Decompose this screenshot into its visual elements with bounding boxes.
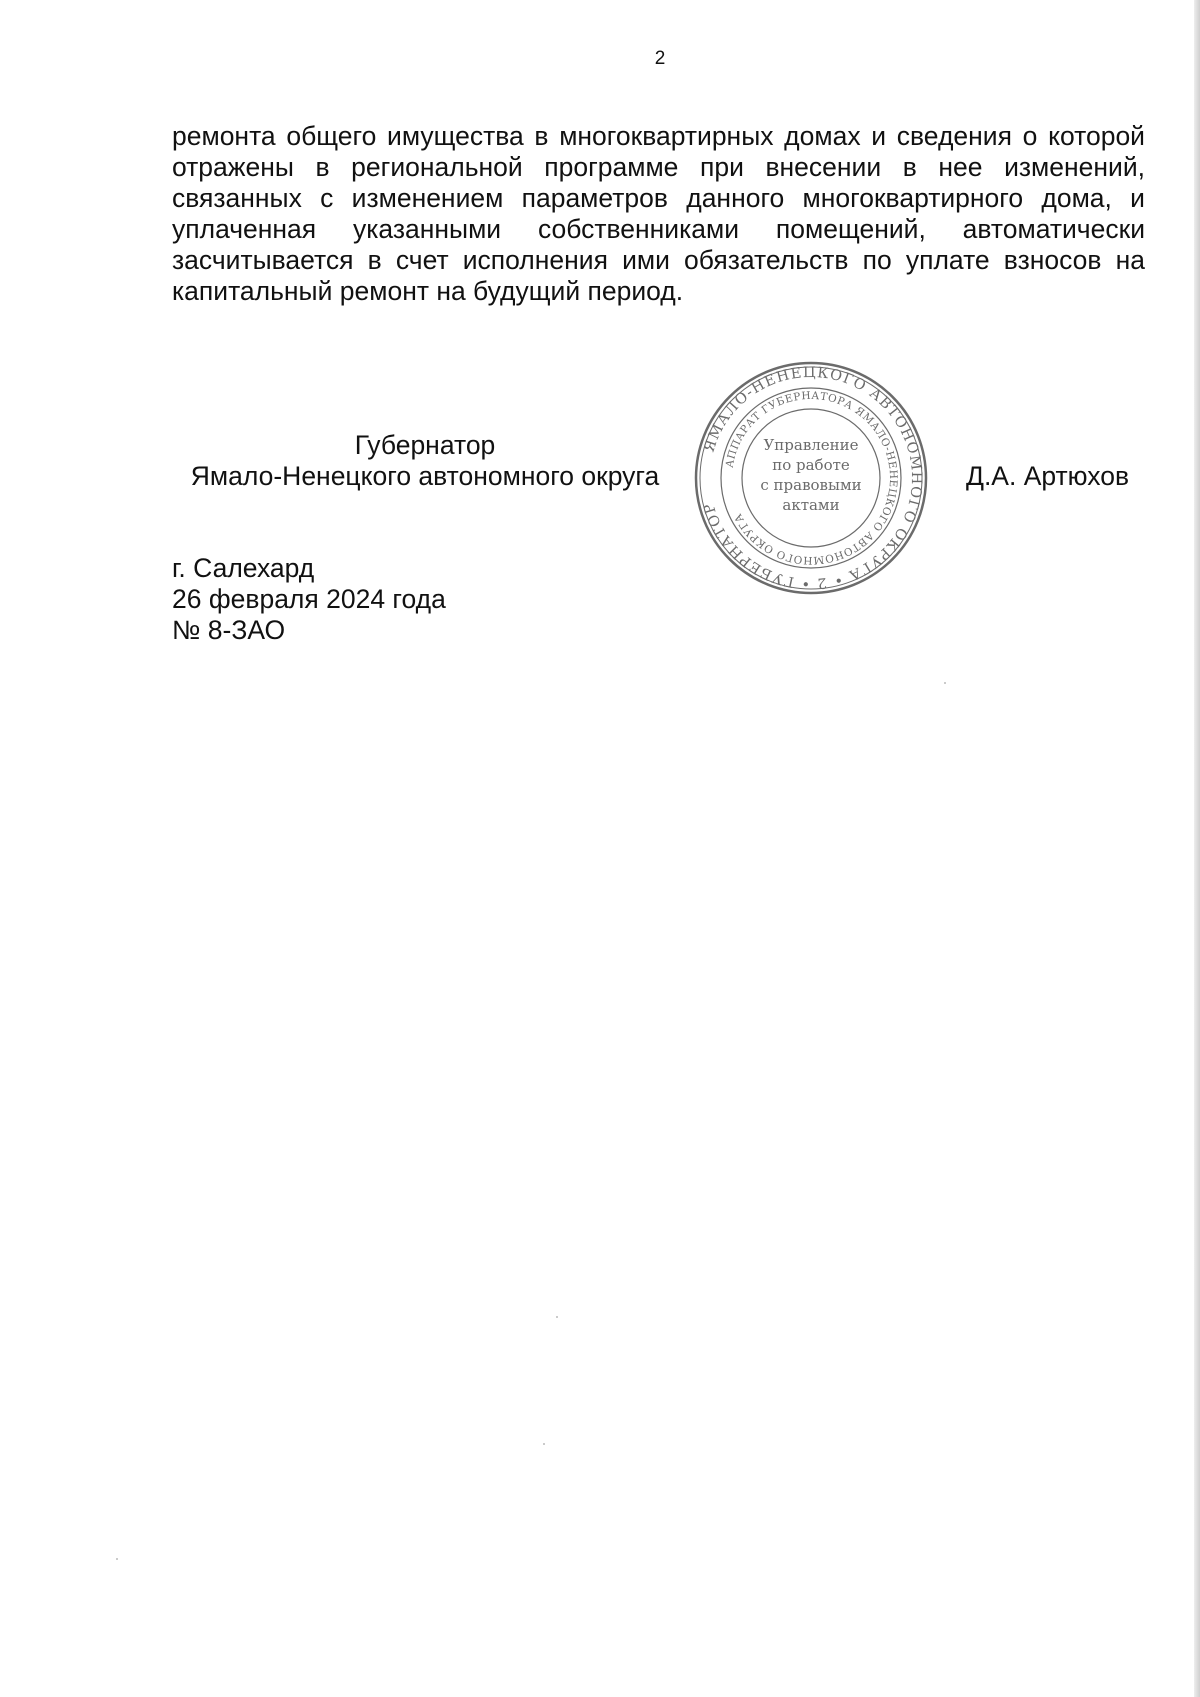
signatory-title-line2: Ямало-Ненецкого автономного округа (190, 461, 660, 491)
page-edge (1194, 0, 1200, 1697)
signatory-title-line1: Губернатор (354, 430, 496, 460)
body-paragraph: ремонта общего имущества в многоквартирных домах и сведения о которой отражены в региональной программе при внесении в нее изменений, связанных с изменением параметров данного многоквартирного дома, и уплаченная указанными собственниками помещений, автоматически засчитывается в счет исполнения ими обязательств по уплате взносов на капитальный ремонт на будущий период. (172, 121, 1145, 306)
official-seal-stamp (693, 360, 929, 596)
scan-speck (543, 1443, 545, 1445)
seal-center-line2: по работе (772, 456, 850, 474)
seal-center-line4: актами (782, 496, 840, 514)
scan-speck (944, 682, 946, 684)
seal-center-line1: Управление (763, 436, 859, 454)
seal-graphic (693, 360, 929, 596)
law-number: № 8-ЗАО (172, 615, 286, 645)
issuance-city: г. Салехард (172, 553, 315, 583)
scan-speck (116, 1558, 118, 1560)
seal-center-line3: с правовыми (760, 476, 862, 494)
signatory-title (172, 430, 678, 492)
signatory-name: Д.А. Артюхов (966, 461, 1130, 491)
page-number: 2 (654, 48, 666, 69)
seal-inner-ring-text: АППАРАТ ГУБЕРНАТОРА ЯМАЛО-НЕНЕЦКОГО АВТОНОМНОГО ОКРУГА (723, 389, 900, 567)
issuance-date: 26 февраля 2024 года (172, 584, 446, 614)
seal-outer-ring-text: ЯМАЛО-НЕНЕЦКОГО АВТОНОМНОГО ОКРУГА • 2 • ГУБЕРНАТОР (701, 364, 925, 592)
scan-speck (556, 1316, 558, 1318)
issuance-details (172, 553, 446, 646)
